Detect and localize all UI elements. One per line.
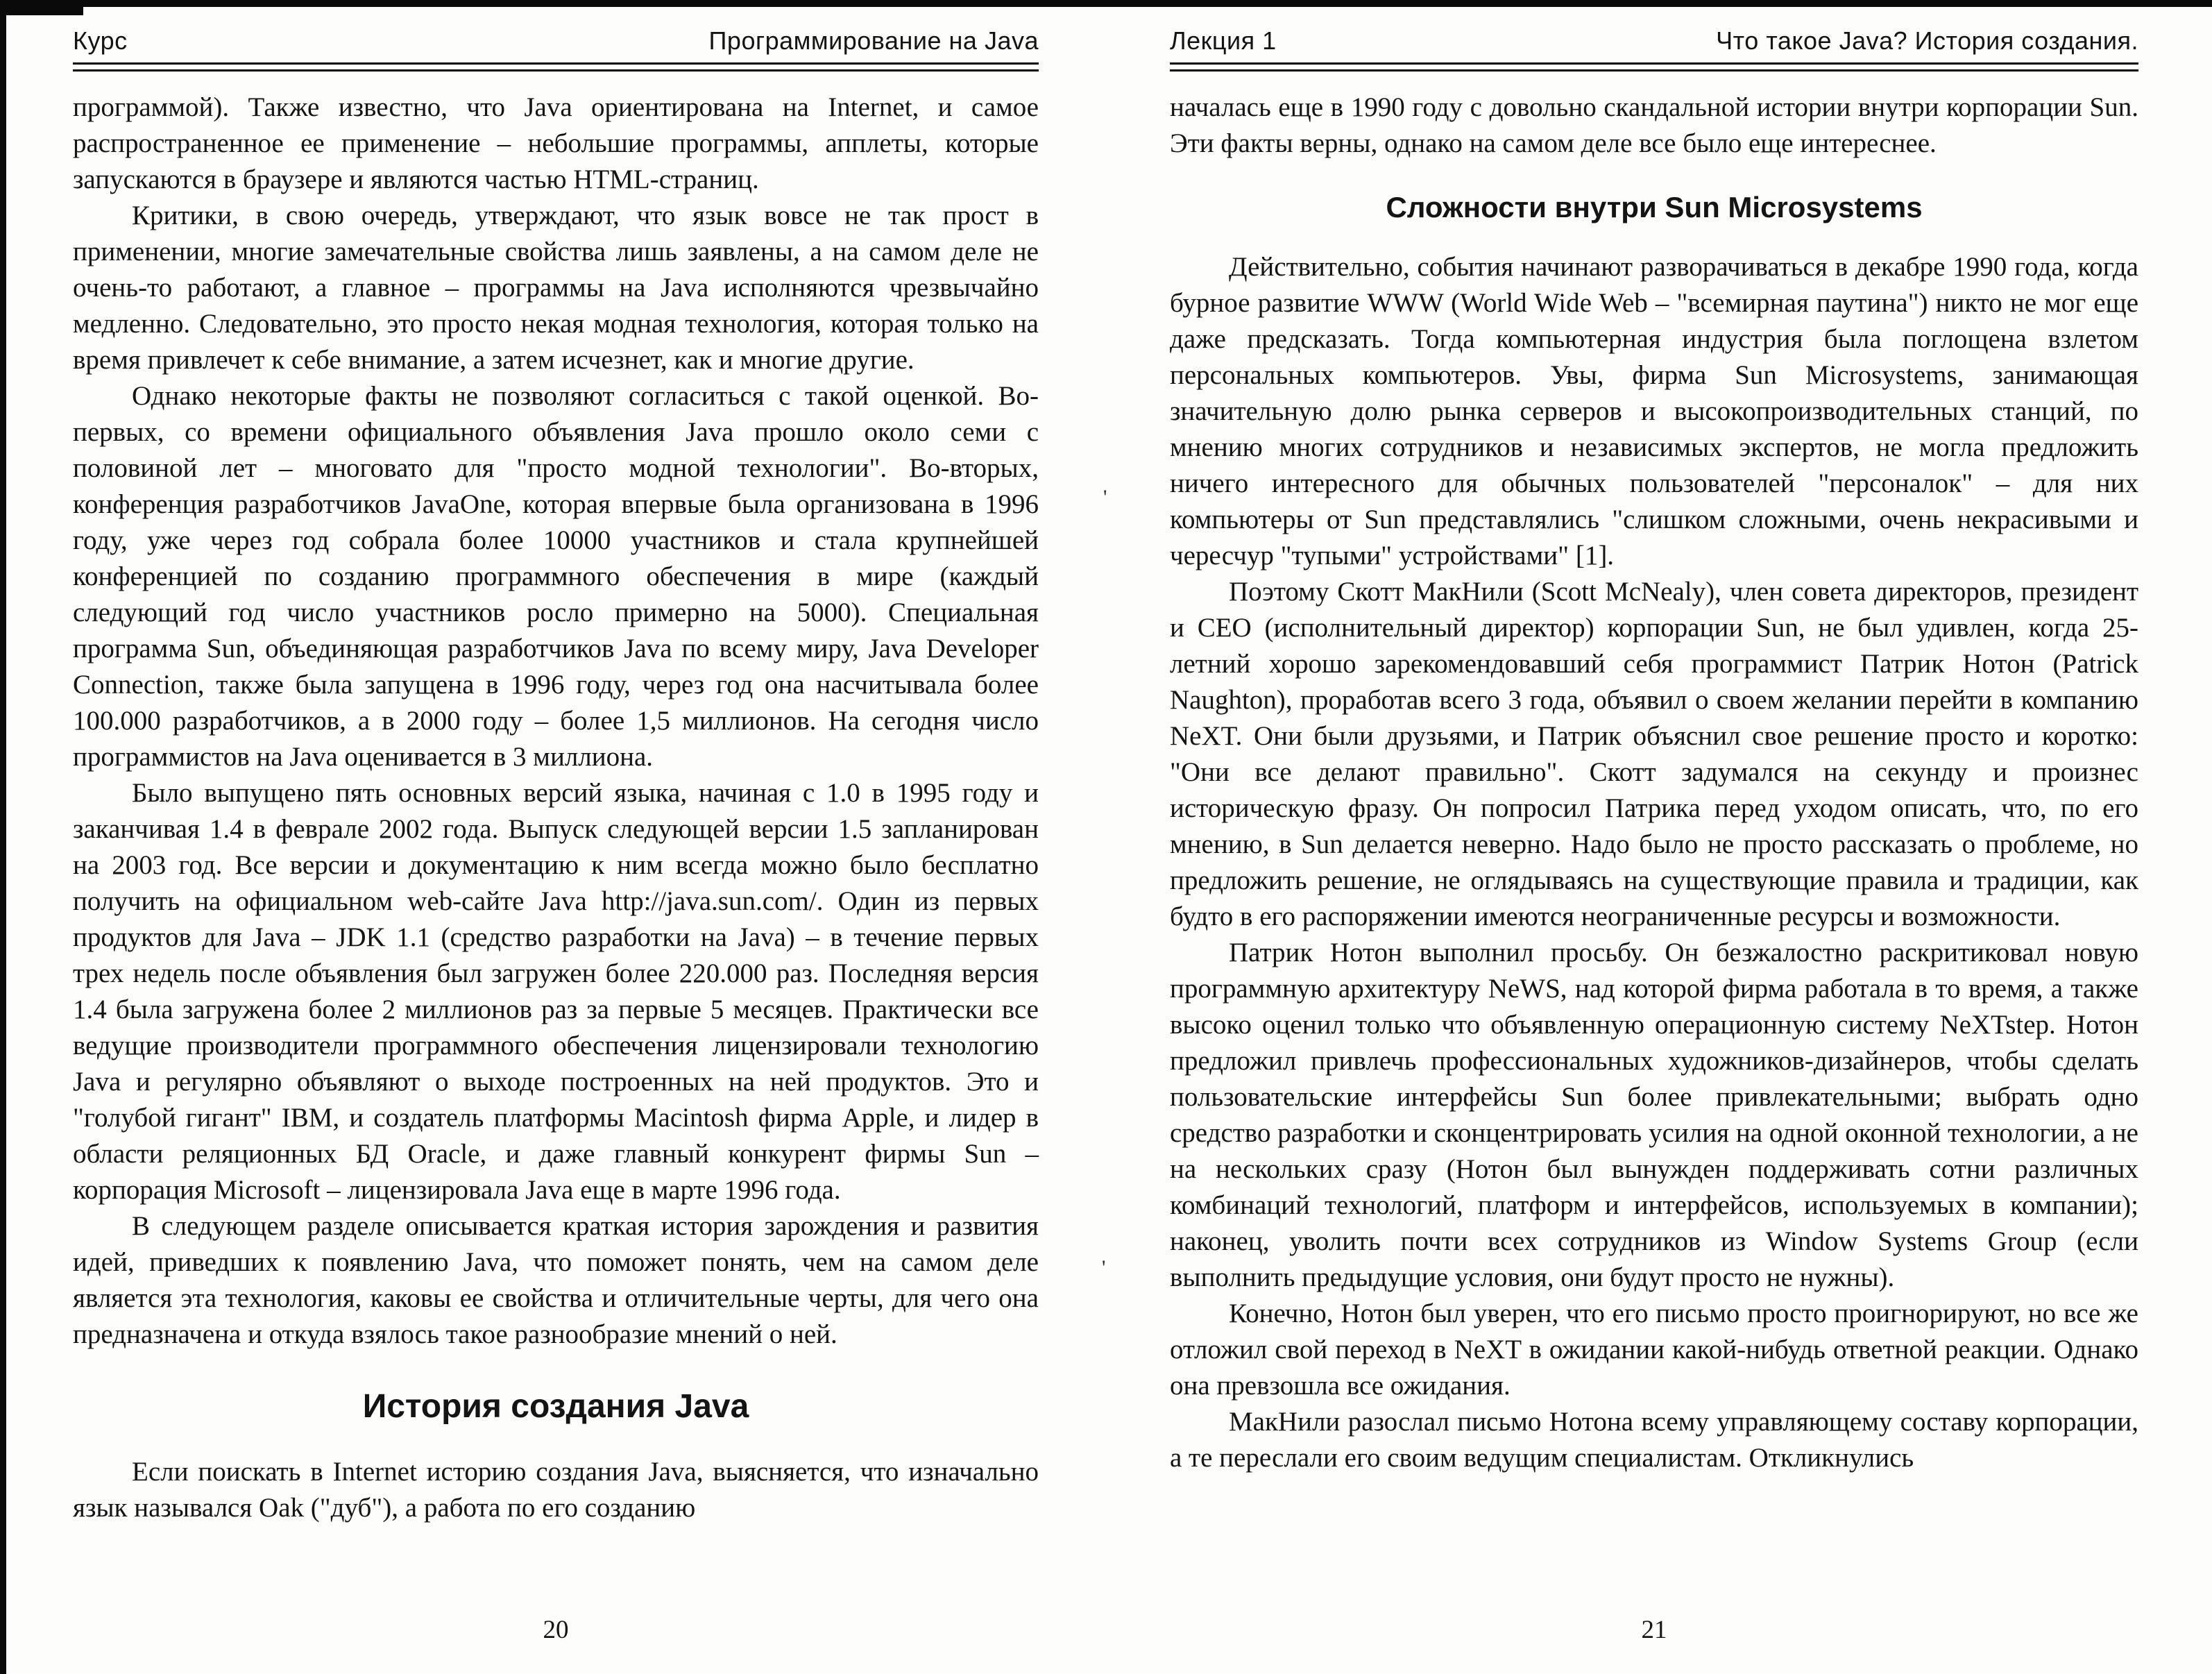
page-footer-left [73, 1615, 1039, 1645]
header-rule-left [73, 62, 1039, 71]
paragraph: Критики, в свою очередь, утверждают, что язык вовсе не так прост в применении, многие замечательные свойства лишь заявлены, а на самом деле не очень-то работают, а главное – программы на Java исполняются чрезвычайно медленно. Следовательно, это просто некая модная технология, которая только на время привлечет к себе внимание, а затем исчезнет, как и многие другие. [73, 201, 1039, 375]
scan-edge-left [0, 0, 6, 1674]
running-head-right [1170, 0, 2138, 56]
paragraph: Однако некоторые факты не позволяют согласиться с такой оценкой. Во-первых, со времени официального объявления Java прошло около семи с половиной лет – многовато для "просто модной технологии". Во-вторых, конференция разработчиков JavaOne, которая впервые была организована в 1996 году, уже через год собрала более 10000 участников и стала крупнейшей конференцией по созданию программного обеспечения в мире (каждый следующий год число участников росло примерно на 5000). Специальная программа Sun, объединяющая разработчиков Java по всему миру, Java Developer Connection, также была запущена в 1996 году, через год она насчитывала более 100.000 разработчиков, а в 2000 году – более 1,5 миллионов. На сегодня число программистов на Java оценивается в 3 миллиона. [73, 381, 1039, 772]
paragraph: программой). Также известно, что Java ориентирована на Internet, и самое распространенное ее применение – небольшие программы, апплеты, которые запускаются в браузере и являются частью HTML-страниц. [73, 92, 1039, 194]
scan-speck: ' [1103, 486, 1107, 509]
page-left [73, 0, 1039, 1674]
paragraph: Действительно, события начинают разворачиваться в декабре 1990 года, когда бурное развитие WWW (World Wide Web – "всемирная паутина") никто не мог еще даже предсказать. Тогда компьютерная индустрия была поглощена взлетом персональных компьютеров. Увы, фирма Sun Microsystems, занимающая значительную долю рынка серверов и высокопроизводительных станций, по мнению многих сотрудников и независимых экспертов, не могла предложить ничего интересного для обычных пользователей "персоналок" – для них компьютеры от Sun представлялись "слишком сложными, очень некрасивыми и чересчур "тупыми" устройствами" [1]. [1170, 252, 2138, 570]
paragraph: МакНили разослал письмо Нотона всему управляющему составу корпорации, а те переслали его своим ведущим специалистам. Откликнулись [1170, 1407, 2138, 1473]
running-head-left [73, 0, 1039, 56]
scan-speck: ' [1102, 1256, 1106, 1279]
running-head-book-title: Программирование на Java [708, 26, 1039, 55]
running-head-course-label: Курс [73, 26, 128, 55]
paragraph: Если поискать в Internet историю создания Java, выясняется, что изначально язык назывался Oak ("дуб"), а работа по его созданию [73, 1457, 1039, 1523]
running-head-lecture-label: Лекция 1 [1170, 26, 1277, 55]
scan-corner-artifact [0, 0, 83, 15]
section-heading-sun-microsystems: Сложности внутри Sun Microsystems [1386, 191, 1923, 223]
page-right [1170, 0, 2138, 1674]
paragraph: Конечно, Нотон был уверен, что его письмо просто проигнорируют, но все же отложил свой переход в NeXT в ожидании какой-нибудь ответной реакции. Однако она превзошла все ожидания. [1170, 1299, 2138, 1401]
body-text-right [1170, 90, 2138, 1476]
paragraph: началась еще в 1990 году с довольно скандальной истории внутри корпорации Sun. Эти факты верны, однако на самом деле все было еще интереснее. [1170, 92, 2138, 158]
page-footer-right [1170, 1615, 2138, 1645]
paragraph: Поэтому Скотт МакНили (Scott McNealy), член совета директоров, президент и CEO (исполнительный директор) корпорации Sun, не был удивлен, когда 25-летний хорошо зарекомендовавший себя программист Патрик Нотон (Patrick Naughton), проработав всего 3 года, объявил о своем желании перейти в компанию NeXT. Они были друзьями, и Патрик объяснил свое решение просто и коротко: "Они все делают правильно". Скотт задумался на секунду и произнес историческую фразу. Он попросил Патрика перед уходом описать, что, по его мнению, в Sun делается неверно. Надо было не просто рассказать о проблеме, но предложить решение, не оглядываясь на существующие правила и традиции, как будто в его распоряжении имеются неограниченные ресурсы и возможности. [1170, 577, 2138, 931]
paragraph: Было выпущено пять основных версий языка, начиная с 1.0 в 1995 году и заканчивая 1.4 в феврале 2002 года. Выпуск следующей версии 1.5 запланирован на 2003 год. Все версии и документацию к ним всегда можно было бесплатно получить на официальном web-сайте Java http://java.sun.com/. Один из первых продуктов для Java – JDK 1.1 (средство разработки на Java) – в течение первых трех недель после объявления был загружен более 220.000 раз. Последняя версия 1.4 была загружена более 2 миллионов раз за первые 5 месяцев. Практически все ведущие производители программного обеспечения лицензировали технологию Java и регулярно объявляют о выходе построенных на ней продуктов. Это и "голубой гигант" IBM, и создатель платформы Macintosh фирма Apple, и лидер в области реляционных БД Oracle, и даже главный конкурент фирмы Sun – корпорация Microsoft – лицензировала Java еще в марте 1996 года. [73, 778, 1039, 1205]
section-heading-java-history: История создания Java [362, 1388, 749, 1425]
page-number: 21 [1641, 1616, 1667, 1644]
page-number: 20 [543, 1616, 569, 1644]
paragraph: В следующем разделе описывается краткая история зарождения и развития идей, приведших к появлению Java, что поможет понять, чем на самом деле является эта технология, каковы ее свойства и отличительные черты, для чего она предназначена и откуда взялось такое разнообразие мнений о ней. [73, 1211, 1039, 1349]
body-text-left [73, 90, 1039, 1526]
running-head-chapter-title: Что такое Java? История создания. [1716, 26, 2138, 55]
header-rule-right [1170, 62, 2138, 71]
paragraph: Патрик Нотон выполнил просьбу. Он безжалостно раскритиковал новую программную архитектуру NeWS, над которой фирма работала в то время, а также высоко оценил только что объявленную операционную систему NeXTstep. Нотон предложил привлечь профессиональных художников-дизайнеров, чтобы сделать пользовательские интерфейсы Sun более привлекательными; выбрать одно средство разработки и сконцентрировать усилия на одной оконной технологии, а не на нескольких сразу (Нотон был вынужден поддерживать сотни различных комбинаций технологий, платформ и интерфейсов, используемых в компании); наконец, уволить почти всех сотрудников из Window Systems Group (если выполнить предыдущие условия, они будут просто не нужны). [1170, 938, 2138, 1292]
